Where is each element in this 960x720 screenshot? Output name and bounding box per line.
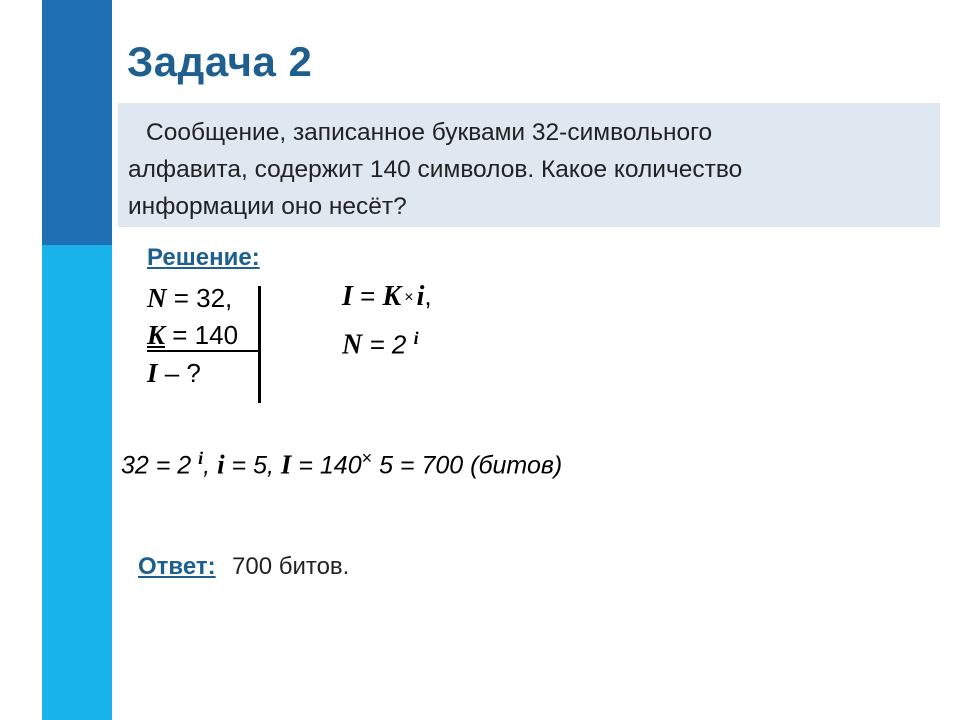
- answer-value: 700 битов.: [232, 553, 350, 580]
- solution-label: Решение:: [147, 244, 260, 271]
- problem-line-3: информации оно несёт?: [128, 193, 407, 220]
- slide-title: Задача 2: [127, 38, 313, 85]
- calc-part-4: = 140: [291, 451, 362, 480]
- side-bar-light: [42, 245, 112, 720]
- problem-line-2: алфавита, содержит 140 символов. Какое количество: [128, 156, 743, 183]
- calc-small-i-var: i: [217, 449, 225, 480]
- given-n: [147, 283, 232, 313]
- answer-label: Ответ:: [138, 553, 216, 580]
- given-divider-vertical: [258, 286, 261, 403]
- given-i-var: I: [147, 358, 158, 388]
- formula1-i-var: I: [342, 281, 353, 312]
- times-icon: ×: [404, 289, 414, 306]
- calc-part-5: 5 = 700 (битов): [372, 451, 563, 480]
- calc-part-3: = 5,: [224, 451, 281, 480]
- problem-line-1: Сообщение, записанное буквами 32-символьного: [146, 119, 713, 146]
- given-n-var: N: [147, 283, 167, 313]
- calc-times-icon: ×: [361, 448, 373, 468]
- formula-alphabet: [342, 328, 419, 362]
- formula-information: [342, 281, 432, 313]
- formula2-exponent: i: [413, 328, 419, 348]
- given-divider-horizontal: [147, 350, 259, 352]
- given-n-value: = 32,: [166, 283, 233, 313]
- given-k: [147, 320, 238, 350]
- formula1-eq: =: [352, 281, 383, 311]
- calc-part-2: ,: [203, 451, 218, 480]
- formula1-small-i-var: i: [416, 281, 425, 312]
- calculation-line: [121, 448, 562, 480]
- given-k-var: K: [147, 320, 166, 350]
- calc-big-i-var: I: [280, 449, 292, 480]
- formula2-base: = 2: [362, 329, 414, 360]
- formula2-n-var: N: [342, 329, 363, 361]
- formula1-k-var: K: [382, 281, 402, 312]
- problem-text: [128, 114, 928, 225]
- calc-part-1: 32 = 2: [121, 451, 199, 480]
- calc-exponent: i: [198, 448, 204, 468]
- formula1-comma: ,: [424, 281, 432, 311]
- given-i-value: – ?: [157, 358, 201, 388]
- side-bar-dark: [42, 0, 112, 245]
- given-k-value: = 140: [165, 320, 239, 350]
- given-i: [147, 358, 201, 388]
